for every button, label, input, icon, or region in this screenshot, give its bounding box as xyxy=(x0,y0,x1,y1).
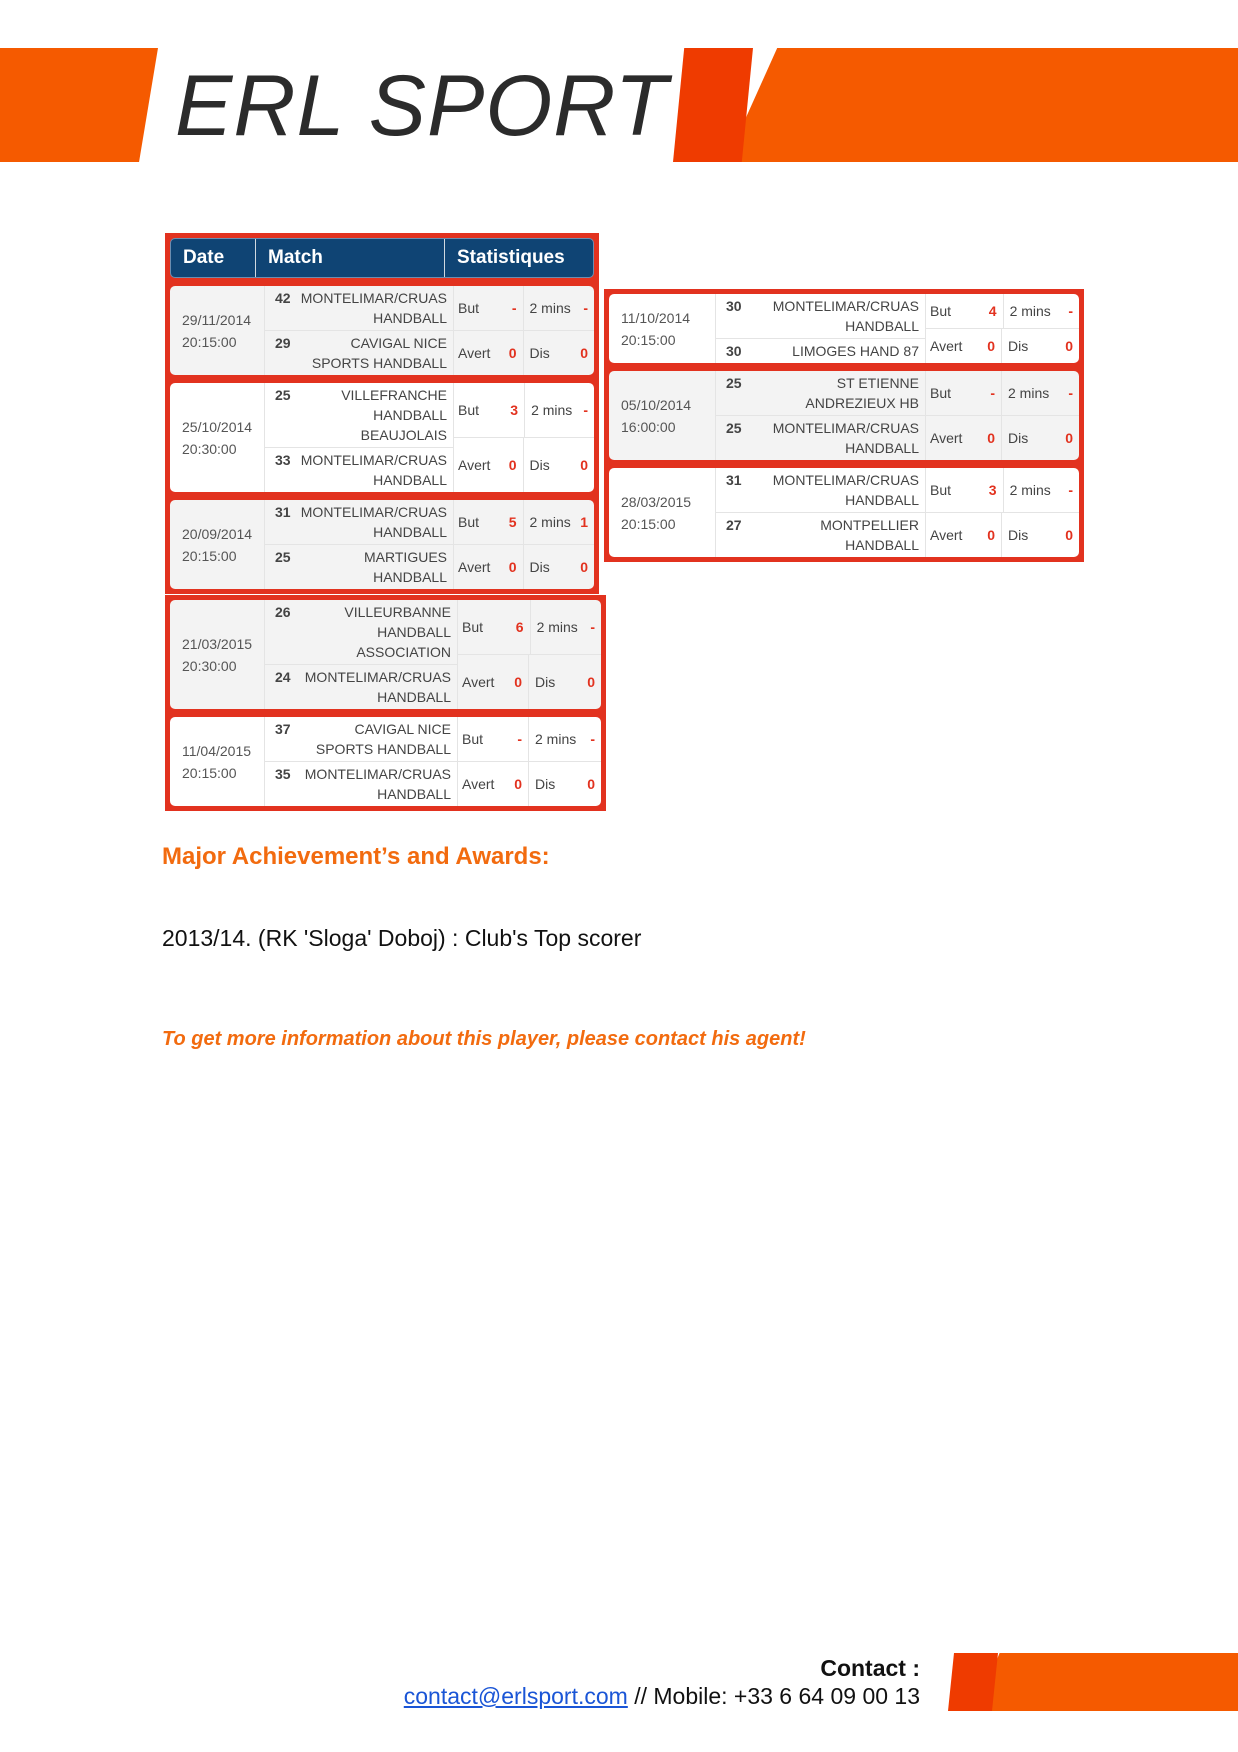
home-score: 26 xyxy=(275,604,291,620)
match-stats xyxy=(926,468,1079,557)
home-team-name: VILLEFRANCHE HANDBALL BEAUJOLAIS xyxy=(341,387,447,443)
match-teams xyxy=(265,286,454,375)
home-score: 25 xyxy=(726,375,742,391)
stats-row-cards xyxy=(926,513,1079,557)
two-mins-label: 2 mins xyxy=(523,286,584,330)
home-team xyxy=(265,600,457,665)
avert-label: Avert xyxy=(458,345,491,361)
stats-row-goals xyxy=(926,371,1079,416)
two-mins-label: 2 mins xyxy=(1003,468,1069,512)
match-table-3 xyxy=(165,595,606,811)
away-team-name: MONTPELLIER HANDBALL xyxy=(820,517,919,553)
two-mins-label: 2 mins xyxy=(1003,294,1069,328)
away-score: 29 xyxy=(275,335,291,351)
home-team-name: MONTELIMAR/CRUAS HANDBALL xyxy=(772,472,919,508)
two-mins-label: 2 mins xyxy=(528,717,590,761)
match-date-cell xyxy=(170,717,265,806)
home-team-name: CAVIGAL NICE SPORTS HANDBALL xyxy=(315,721,451,757)
match-date: 28/03/2015 xyxy=(621,493,692,510)
away-team-name: MONTELIMAR/CRUAS HANDBALL xyxy=(300,452,447,488)
match-time: 20:30:00 xyxy=(182,440,237,457)
match-teams xyxy=(716,468,926,557)
home-score: 31 xyxy=(275,504,291,520)
home-team-name: VILLEURBANNE HANDBALL ASSOCIATION xyxy=(344,604,451,660)
home-team-name: MONTELIMAR/CRUAS HANDBALL xyxy=(772,298,919,334)
header-date: Date xyxy=(171,239,256,277)
home-team-name: MONTELIMAR/CRUAS HANDBALL xyxy=(300,504,447,540)
away-score: 35 xyxy=(275,766,291,782)
logo: ERL SPORT xyxy=(175,58,669,154)
match-teams xyxy=(265,383,454,492)
but-value: - xyxy=(517,731,522,747)
but-value: 4 xyxy=(988,303,997,319)
match-stats xyxy=(454,383,594,492)
match-stats xyxy=(926,371,1079,460)
match-stats xyxy=(454,500,594,589)
match-date-cell xyxy=(609,294,716,363)
match-date: 11/10/2014 xyxy=(621,309,691,326)
avert-value: 0 xyxy=(987,338,995,354)
home-score: 37 xyxy=(275,721,291,737)
but-value: - xyxy=(511,300,517,316)
dis-value: 0 xyxy=(587,776,595,792)
away-team-name: MONTELIMAR/CRUAS HANDBALL xyxy=(772,420,919,456)
match-date: 25/10/2014 xyxy=(182,418,253,435)
home-score: 25 xyxy=(275,387,291,403)
match-date: 05/10/2014 xyxy=(621,396,692,413)
match-time: 20:15:00 xyxy=(621,515,676,532)
match-time: 20:30:00 xyxy=(182,657,237,674)
avert-value: 0 xyxy=(508,559,517,575)
away-team-name: MONTELIMAR/CRUAS HANDBALL xyxy=(304,669,451,705)
away-team xyxy=(716,339,925,363)
away-team-name: CAVIGAL NICE SPORTS HANDBALL xyxy=(311,335,447,371)
avert-label: Avert xyxy=(462,674,495,690)
home-team-name: MONTELIMAR/CRUAS HANDBALL xyxy=(300,290,447,326)
away-team xyxy=(265,665,457,709)
avert-value: 0 xyxy=(987,430,995,446)
match-date: 29/11/2014 xyxy=(182,311,252,328)
but-value: - xyxy=(990,385,995,401)
home-team xyxy=(716,371,925,416)
match-stats xyxy=(926,294,1079,363)
match-date-cell xyxy=(170,600,265,709)
two-mins-value: - xyxy=(1068,303,1073,319)
header-band-right xyxy=(726,48,1238,162)
dis-value: 0 xyxy=(1065,430,1073,446)
match-stats xyxy=(458,600,601,709)
avert-label: Avert xyxy=(930,527,963,543)
match-teams xyxy=(265,717,458,806)
away-team xyxy=(716,416,925,460)
dis-value: 0 xyxy=(1065,527,1073,543)
achievements-heading: Major Achievement’s and Awards: xyxy=(162,843,550,870)
match-time: 20:15:00 xyxy=(182,547,237,564)
stats-row-cards xyxy=(458,655,601,709)
match-row xyxy=(609,294,1079,363)
stats-row-cards xyxy=(454,545,594,589)
match-row xyxy=(170,717,601,806)
match-time: 20:15:00 xyxy=(182,764,237,781)
but-label: But xyxy=(458,300,480,316)
match-date-cell xyxy=(609,371,716,460)
but-label: But xyxy=(458,514,480,530)
stats-row-goals xyxy=(458,717,601,762)
dis-value: 0 xyxy=(580,345,588,361)
home-score: 42 xyxy=(275,290,291,306)
but-value: 6 xyxy=(515,619,524,635)
home-team xyxy=(265,286,453,331)
home-team xyxy=(716,468,925,513)
dis-label: Dis xyxy=(1001,329,1065,363)
match-row xyxy=(170,383,594,492)
away-score: 27 xyxy=(726,517,742,533)
match-stats xyxy=(458,717,601,806)
header-stats: Statistiques xyxy=(457,247,565,268)
stats-row-goals xyxy=(454,383,594,438)
match-row xyxy=(170,286,594,375)
avert-label: Avert xyxy=(930,338,963,354)
dis-value: 0 xyxy=(580,457,588,473)
mobile-text: // Mobile: +33 6 64 09 00 13 xyxy=(627,1683,920,1709)
contact-line xyxy=(404,1683,920,1710)
home-team xyxy=(265,717,457,762)
match-table-2 xyxy=(604,289,1084,562)
two-mins-value: - xyxy=(590,731,595,747)
avert-value: 0 xyxy=(508,345,517,361)
away-score: 25 xyxy=(726,420,742,436)
stats-row-goals xyxy=(926,468,1079,513)
but-label: But xyxy=(930,385,952,401)
dis-label: Dis xyxy=(1001,416,1065,460)
home-team xyxy=(265,383,453,448)
dis-value: 0 xyxy=(580,559,588,575)
stats-row-cards xyxy=(454,331,594,375)
stats-row-cards xyxy=(926,416,1079,460)
but-value: 3 xyxy=(510,402,519,418)
footer-band-accent xyxy=(948,1653,998,1711)
match-stats xyxy=(454,286,594,375)
dis-label: Dis xyxy=(523,331,581,375)
match-date-cell xyxy=(609,468,716,557)
contact-agent-note: To get more information about this player, please contact his agent! xyxy=(162,1028,806,1050)
match-teams xyxy=(265,500,454,589)
stats-row-goals xyxy=(926,294,1079,329)
stats-row-cards xyxy=(926,329,1079,363)
away-score: 33 xyxy=(275,452,291,468)
match-teams xyxy=(265,600,458,709)
dis-label: Dis xyxy=(528,655,587,709)
match-date-cell xyxy=(170,500,265,589)
avert-value: 0 xyxy=(514,674,522,690)
home-team xyxy=(716,294,925,339)
avert-value: 0 xyxy=(987,527,995,543)
but-value: 5 xyxy=(508,514,517,530)
dis-label: Dis xyxy=(1001,513,1065,557)
avert-value: 0 xyxy=(514,776,522,792)
match-row xyxy=(609,468,1079,557)
contact-label: Contact : xyxy=(820,1655,920,1681)
match-time: 16:00:00 xyxy=(621,418,676,435)
two-mins-value: - xyxy=(1068,482,1073,498)
home-score: 30 xyxy=(726,298,742,314)
stats-row-cards xyxy=(458,762,601,806)
stats-row-cards xyxy=(454,438,594,492)
header-band-left xyxy=(0,48,158,162)
but-label: But xyxy=(462,619,484,635)
away-team xyxy=(265,331,453,375)
stats-row-goals xyxy=(454,500,594,545)
away-team xyxy=(265,762,457,806)
match-date-cell xyxy=(170,286,265,375)
match-table-1 xyxy=(165,233,599,594)
match-row xyxy=(609,371,1079,460)
two-mins-value: - xyxy=(590,619,595,635)
match-teams xyxy=(716,371,926,460)
two-mins-label: 2 mins xyxy=(1001,371,1068,415)
but-label: But xyxy=(930,482,952,498)
dis-label: Dis xyxy=(528,762,587,806)
match-date: 21/03/2015 xyxy=(182,635,253,652)
table-header xyxy=(170,238,594,278)
dis-value: 0 xyxy=(1065,338,1073,354)
avert-value: 0 xyxy=(508,457,517,473)
two-mins-value: - xyxy=(583,300,588,316)
away-team xyxy=(265,448,453,492)
avert-label: Avert xyxy=(458,559,491,575)
away-team-name: MARTIGUES HANDBALL xyxy=(364,549,447,585)
but-value: 3 xyxy=(988,482,997,498)
dis-label: Dis xyxy=(523,545,581,589)
header-match: Match xyxy=(256,239,445,277)
avert-label: Avert xyxy=(458,457,491,473)
away-score: 25 xyxy=(275,549,291,565)
match-time: 20:15:00 xyxy=(182,333,237,350)
away-team-name: MONTELIMAR/CRUAS HANDBALL xyxy=(304,766,451,802)
but-label: But xyxy=(462,731,484,747)
away-score: 30 xyxy=(726,343,742,359)
footer-band xyxy=(976,1653,1238,1711)
header-band-accent xyxy=(673,48,753,162)
match-time: 20:15:00 xyxy=(621,331,676,348)
two-mins-label: 2 mins xyxy=(523,500,581,544)
home-score: 31 xyxy=(726,472,742,488)
match-teams xyxy=(716,294,926,363)
match-row xyxy=(170,500,594,589)
two-mins-value: 1 xyxy=(580,514,588,530)
dis-value: 0 xyxy=(587,674,595,690)
but-label: But xyxy=(930,303,952,319)
stats-row-goals xyxy=(458,600,601,655)
match-date: 20/09/2014 xyxy=(182,525,253,542)
away-team-name: LIMOGES HAND 87 xyxy=(792,343,919,359)
email-link[interactable]: contact@erlsport.com xyxy=(403,1683,628,1709)
match-date: 11/04/2015 xyxy=(182,742,252,759)
match-row xyxy=(170,600,601,709)
avert-label: Avert xyxy=(462,776,495,792)
achievement-item: 2013/14. (RK 'Sloga' Doboj) : Club's Top scorer xyxy=(162,925,642,951)
dis-label: Dis xyxy=(523,438,581,492)
two-mins-label: 2 mins xyxy=(530,600,591,654)
avert-label: Avert xyxy=(930,430,963,446)
two-mins-value: - xyxy=(583,402,588,418)
stats-row-goals xyxy=(454,286,594,331)
match-date-cell xyxy=(170,383,265,492)
home-team xyxy=(265,500,453,545)
two-mins-label: 2 mins xyxy=(524,383,583,437)
but-label: But xyxy=(458,402,480,418)
away-score: 24 xyxy=(275,669,291,685)
two-mins-value: - xyxy=(1068,385,1073,401)
away-team xyxy=(716,513,925,557)
home-team-name: ST ETIENNE ANDREZIEUX HB xyxy=(805,375,919,411)
away-team xyxy=(265,545,453,589)
